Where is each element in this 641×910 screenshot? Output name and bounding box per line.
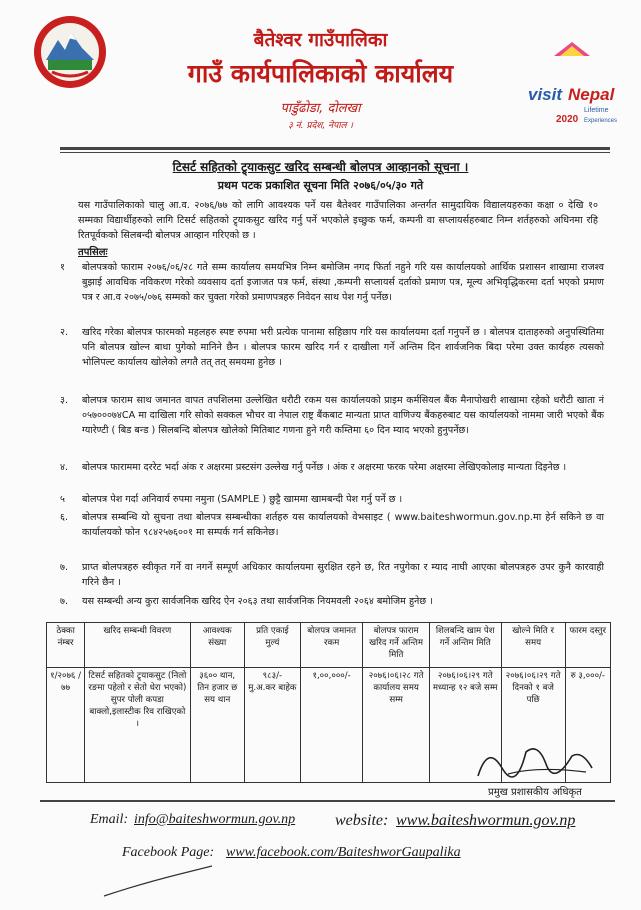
website-label: website:: [335, 812, 389, 829]
table-header: ठेक्का नंम्बर: [47, 623, 85, 668]
table-header: फारम दस्तुर: [565, 623, 610, 668]
svg-text:visit: visit: [528, 85, 563, 104]
condition-number: २.: [60, 327, 69, 338]
table-header: आवश्यक संख्या: [190, 623, 244, 668]
condition-number: ७.: [60, 562, 69, 573]
svg-text:2020: 2020: [556, 114, 579, 124]
header-divider-thin: [60, 152, 610, 153]
signature-icon: [468, 738, 598, 782]
website-link[interactable]: www.baiteshwormun.gov.np: [396, 812, 576, 829]
table-cell: टिसर्ट सहितको ट्र्याकसुट (निलो रङमा पहेलो र सेतो धेरा भएको) सुपर पोली कपडा बाक्लो,इलास्टीक रिव राखिएको ।: [85, 668, 190, 783]
facebook-link[interactable]: www.facebook.com/BaiteshworGaupalika: [226, 845, 461, 860]
condition-text: खरिद गरेका बोलपत्र फारमको महलहरु स्पष्ट रुपमा भरी प्रत्येक पानामा सहिछाप गरि यस कार्यालयमा दर्ता गनुपर्ने छ । बोलपत्र दाताहरुको अनुपस्थितिमा पनि बोलपत्र खोल्न बाधा पुगेको मानिने छैन । बोलपत्र फारम खरिद गर्न र दाखीला गर्ने अन्तिम दिन शार्वजनिक बिदा परेमा उक्त कार्यहरु त्यसको भोलिपल्ट कार्यालय खोलेको लगतै तत् तत् समयमा हुनेछ ।: [82, 327, 604, 368]
footer-divider: [40, 800, 615, 802]
officer-title: प्रमुख प्रशासकीय अधिकृत: [488, 787, 582, 798]
table-cell: २०७६।०६।२८ गते कार्यालय समय सम्म: [363, 668, 429, 783]
condition-number: १: [60, 262, 65, 273]
condition-number: ३.: [60, 395, 69, 406]
condition-item: [60, 594, 604, 609]
table-cell: रु ३,०००/-: [565, 668, 610, 783]
svg-text:Lifetime: Lifetime: [584, 107, 609, 114]
table-cell: २०७६।०६।२९ गते मध्यान्ह १२ बजे सम्म: [429, 668, 501, 783]
table-header: बोलपत्र फाराम खरिद गर्ने अन्तिम मिति: [363, 623, 429, 668]
svg-text:Experiences: Experiences: [584, 118, 618, 124]
condition-number: ७.: [60, 596, 69, 607]
table-cell: २०७६।०६।२९ गते दिनको १ बजे पछि: [501, 668, 565, 783]
condition-item: [60, 560, 604, 590]
condition-text: बोलपत्र फाराम साथ जमानत वापत तपशिलमा उल्लेखित धरौटी रकम यस कार्यालयको प्राइम कर्मसियल बैंक मैनापोखरी शाखामा रहेको धरौटी खाता नं ०५७०००७४CA मा दाखिला गरि सोको सक्कल भौचर वा नेपाल राष्ट्र बैंकबाट मान्यता प्राप्त वाणिज्य बैंकहरुबाट यस कार्यालयको नाममा जारी भएको बैंक ग्यारेण्टी ( बिड बन्ड ) सिलबन्दि बोलपत्र खोलेको मितिबाट गणना हुने गरी कम्तिमा ६० दिन म्याद भएको हुनुपर्नेछ।: [82, 395, 604, 436]
conditions-heading: तपसिलः: [78, 247, 108, 258]
condition-text: बोलपत्र फाराममा दररेट भर्दा अंक र अक्षरमा प्रस्टसंग उल्लेख गर्नु पर्नेछ । अंक र अक्षरमा फरक परेमा अक्षरमा लेखिएकोलाइ मान्यता दिइनेछ ।: [82, 462, 567, 473]
condition-item: [60, 460, 604, 475]
email-label: Email:: [90, 812, 129, 827]
pen-mark-icon: [100, 862, 220, 902]
notice-intro: यस गाउँपालिकाको चालु आ.व. २०७६/७७ को लागि आवश्यक पर्ने यस बैतेश्वर गाउँपालिका अन्तर्गत सामुदायिक विद्यालयहरुका कक्षा ० देखि १० सम्मका विद्यार्थीहरुको लागि टिसर्ट सहितको ट्र्याकसुट खरिद गर्नु पर्ने भएकोले इच्छुक फर्म, कम्पनी वा सप्लायर्सहरुबाट निम्न शर्तहरुको अधिनमा रहि रितपूर्वकको सिलबन्दी बोलपत्र आव्हान गरिएको छ ।: [78, 200, 598, 241]
condition-text: बोलपत्र सम्बन्धि यो सुचना तथा बोलपत्र सम्बन्धीका शर्तहरु यस कार्यालयको वेभसाइट ( www.baiteshwormun.gov.np.मा हेर्न सकिने छ वा कार्यालयको फोन ९८४२५७६००१ मा सम्पर्क गर्न सकिनेछ।: [82, 512, 604, 538]
condition-number: ६.: [60, 512, 69, 523]
notice-title: टिसर्ट सहितको ट्र्याकसुट खरिद सम्बन्धी बोलपत्र आव्हानको सूचना ।: [172, 160, 469, 174]
table-cell: १/२०७६ /७७: [47, 668, 85, 783]
table-cell: १,००,०००/-: [300, 668, 363, 783]
svg-text:Nepal: Nepal: [568, 85, 615, 104]
condition-item: [60, 325, 604, 370]
table-header: खरिद सम्बन्धी विवरण: [85, 623, 190, 668]
table-header: प्रति एकाई मुल्यं: [244, 623, 300, 668]
table-header: खोल्ने मिति र समय: [501, 623, 565, 668]
header-divider: [60, 147, 610, 150]
condition-text: यस सम्बन्धी अन्य कुरा सार्वजनिक खरिद ऐन २०६३ तथा सार्वजनिक नियमवली २०६४ बमोजिम हुनेछ ।: [82, 596, 433, 607]
condition-text: प्राप्त बोलपत्रहरु स्वीकृत गर्ने वा नगर्ने सम्पूर्ण अधिकार कार्यालयमा सुरक्षित रहने छ, रित नपुगेका र म्याद नाघी आएका बोलपत्रहरु उपर कुनै कारवाही गरिने छैन ।: [82, 562, 604, 588]
email-link[interactable]: info@baiteshwormun.gov.np: [134, 812, 296, 827]
condition-item: [60, 510, 604, 540]
condition-item: [60, 260, 604, 305]
condition-text: बोलपत्रको फाराम २०७६/०६/२८ गते सम्म कार्यालय समयभित्र निम्न बमोजिम नगद फिर्ता नहुने गरि यस कार्यालयको आर्थिक प्रशासन शाखामा राजश्व बुझाई आवधिक नविकरण गरेको व्यवसाय दर्ता इजाजत पत्र फर्म, संस्था ,कम्पनी सप्लायर्स दर्ताको प्रमाण पत्र, मूल्य अभिवृद्धिकरमा दर्ता भएको प्रमाण पत्र र आ.व २०७५/०७६ सम्मको कर चुक्ता गरेको प्रमाणपत्रहरु निवेदन साथ पेश गर्नु पर्नेछ।: [82, 262, 604, 303]
condition-text: बोलपत्र पेश गर्दा अनिवार्य रुपमा नमुना (SAMPLE ) छुट्टै खाममा खामबन्दी पेश गर्नु पर्ने छ ।: [82, 494, 403, 505]
table-cell: ९८३/- मु.अ.कर बाहेक: [244, 668, 300, 783]
publication-date: प्रथम पटक प्रकाशित सूचना मिति २०७६/०५/३० गते: [217, 179, 424, 192]
condition-number: ४.: [60, 462, 69, 473]
office-province: ३ नं. प्रदेश, नेपाल ।: [288, 121, 353, 131]
condition-number: ५: [60, 494, 65, 505]
table-header: शिलबन्दि खाम पेश गर्ने अन्तिम मिति: [429, 623, 501, 668]
office-name: गाउँ कार्यपालिकाको कार्यालय: [187, 59, 454, 88]
condition-item: [60, 393, 604, 438]
facebook-label: Facebook Page:: [122, 845, 215, 860]
table-header: बोलपत्र जमानत रकम: [300, 623, 363, 668]
table-cell: ३६०० थान, तिन हजार छ सय थान: [190, 668, 244, 783]
office-location: पाडुँढोडा, दोलखा: [280, 101, 361, 116]
municipality-name: बैतेश्वर गाउँपालिका: [253, 29, 388, 51]
table-header-row: [47, 623, 611, 668]
condition-item: [60, 492, 604, 507]
